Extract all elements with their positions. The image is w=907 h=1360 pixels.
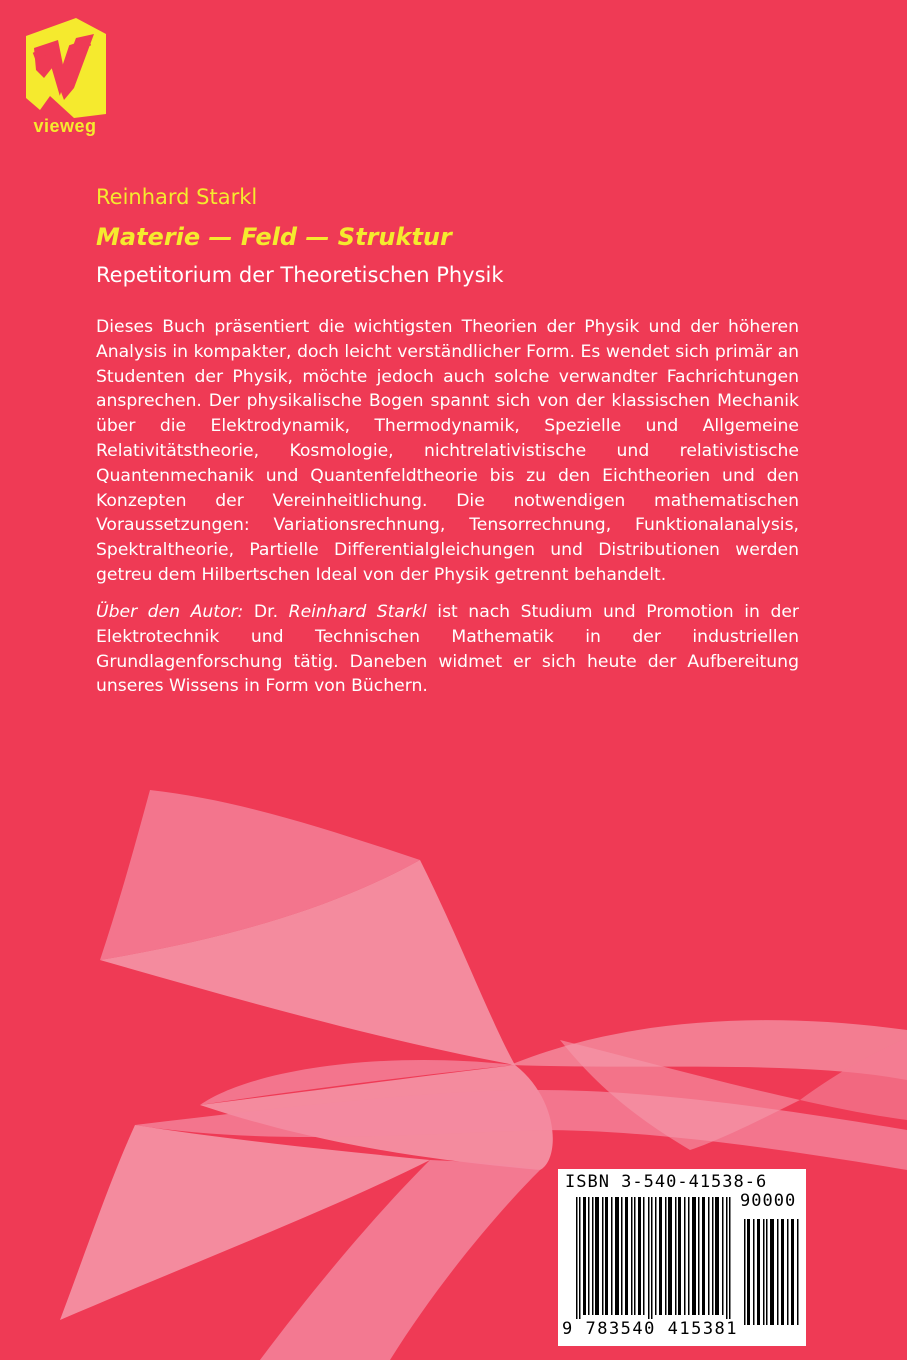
isbn-number: ISBN 3-540-41538-6 bbox=[565, 1172, 768, 1192]
about-author bbox=[96, 600, 799, 699]
ean-number: 9 783540 415381 bbox=[562, 1319, 739, 1339]
addon-barcode-bars bbox=[744, 1201, 800, 1325]
vieweg-logo-mark bbox=[20, 14, 110, 118]
author-name: Reinhard Starkl bbox=[96, 185, 258, 209]
price-addon-number: 90000 bbox=[740, 1191, 797, 1211]
barcode bbox=[558, 1169, 806, 1346]
ean-barcode-bars bbox=[576, 1197, 732, 1325]
about-author-text: ist nach Studium und Promotion in der Elektrotechnik und Technischen Mathematik in der industriellen Grundlagenforschung tätig. Daneben widmet er sich heute der Aufbereitung unseres Wissens in Form von Büchern. bbox=[96, 602, 800, 697]
about-author-prefix: Dr. bbox=[253, 602, 279, 622]
about-author-label: Über den Autor: bbox=[96, 602, 244, 622]
book-subtitle: Repetitorium der Theoretischen Physik bbox=[96, 263, 504, 287]
vieweg-logo bbox=[20, 14, 110, 138]
about-author-name: Reinhard Starkl bbox=[288, 602, 427, 622]
book-title: Materie — Feld — Struktur bbox=[96, 223, 452, 251]
publisher-name: vieweg bbox=[33, 116, 97, 136]
book-description: Dieses Buch präsentiert die wichtigsten Theorien der Physik und der höheren Analysis in kompakter, doch leicht verständlicher Form. Es wendet sich primär an Studenten der Physik, möchte jedoch auch solche verwandter Fachrichtungen ansprechen. Der physikalische Bogen spannt sich von der klassischen Mechanik über die Elektrodynamik, Thermodynamik, Spezielle und Allgemeine Relativitätstheorie, Kosmologie, nichtrelativistische und relativistische Quantenmechanik und Quantenfeldtheorie bis zu den Eichtheorien und den Konzepten der Vereinheitlichung. Die notwendigen mathematischen Voraussetzungen: Variationsrechnung, Tensorrechnung, Funktionalanalysis, Spektraltheorie, Partielle Differentialgleichungen und Distributionen werden getreu dem Hilbertschen Ideal von der Physik getrennt behandelt. bbox=[96, 317, 799, 585]
